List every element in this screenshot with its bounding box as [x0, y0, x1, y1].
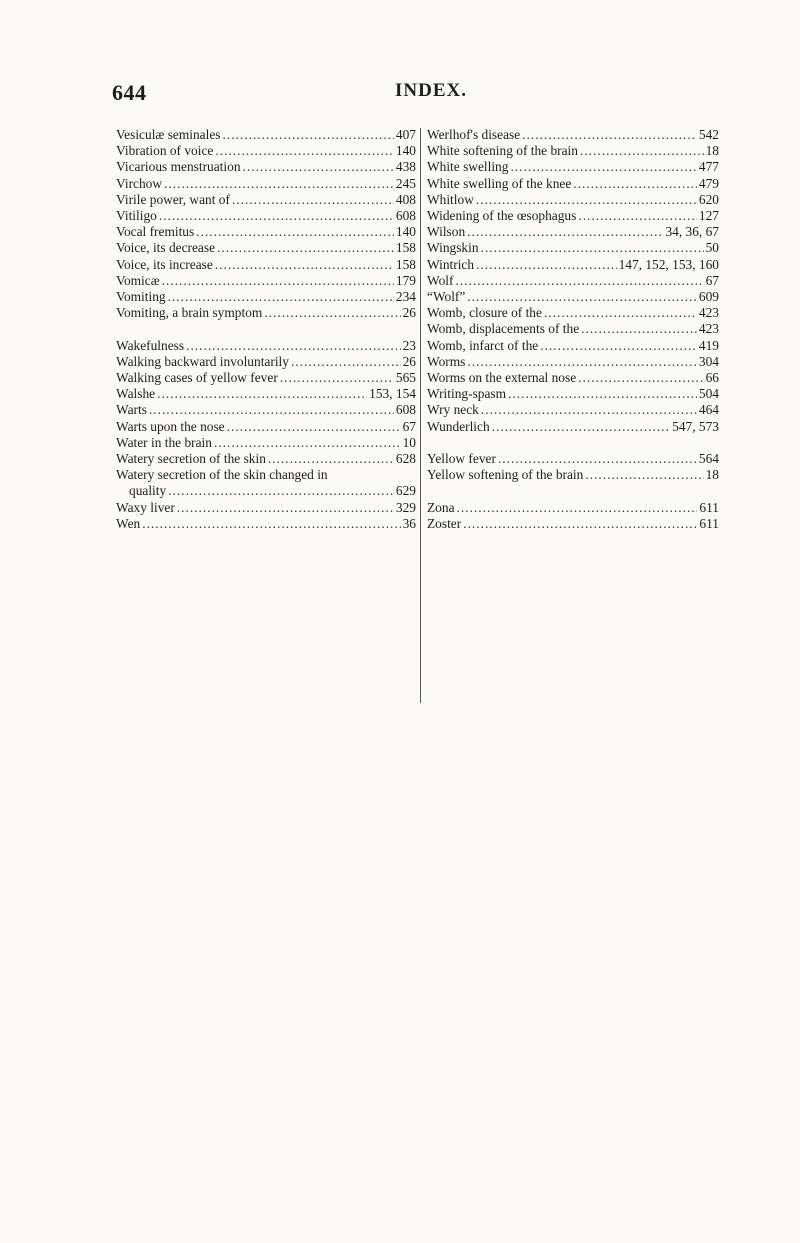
dot-leader [215, 143, 394, 159]
entry-term: Warts upon the nose [116, 418, 225, 434]
dot-leader [481, 240, 704, 256]
dot-leader [544, 305, 697, 321]
dot-leader [585, 467, 703, 483]
entry-term: White swelling [427, 159, 509, 175]
entry-term: Whitlow [427, 191, 474, 207]
entry-pages: 158 [395, 240, 416, 256]
dot-leader [232, 192, 394, 208]
index-entry [116, 370, 416, 386]
entry-pages: 36 [402, 515, 416, 531]
index-entry [116, 338, 416, 354]
entry-term: Wry neck [427, 402, 479, 418]
dot-leader [540, 338, 697, 354]
index-entry [116, 500, 416, 516]
index-entry [116, 224, 416, 240]
entry-pages: 407 [395, 127, 416, 142]
entry-term: Yellow softening of the brain [427, 467, 584, 483]
index-entry [116, 483, 416, 499]
dot-leader [227, 419, 401, 435]
index-entry [427, 370, 719, 386]
entry-pages: 620 [698, 191, 719, 207]
index-entry [116, 192, 416, 208]
entry-term: Virile power, want of [116, 191, 230, 207]
index-entry [427, 159, 719, 175]
index-entry [116, 208, 416, 224]
index-entry [116, 127, 416, 143]
index-entry [427, 127, 719, 143]
entry-pages: 504 [698, 386, 719, 402]
entry-pages: 26 [402, 305, 416, 321]
entry-term: Wunderlich [427, 418, 490, 434]
entry-term: Wintrich [427, 256, 475, 272]
entry-term: Zoster [427, 515, 462, 531]
index-entry [116, 257, 416, 273]
dot-leader [280, 370, 394, 386]
entry-term: Wen [116, 515, 141, 531]
index-entry [427, 224, 719, 240]
section-gap [427, 483, 719, 499]
entry-pages: 329 [395, 499, 416, 515]
entry-term: Walshe [116, 386, 156, 402]
dot-leader [580, 143, 704, 159]
entry-pages: 542 [698, 127, 719, 142]
entry-pages: 140 [395, 224, 416, 240]
dot-leader [481, 402, 697, 418]
dot-leader [142, 516, 400, 532]
column-divider [420, 128, 421, 703]
entry-pages: 564 [698, 451, 719, 467]
index-entry [427, 208, 719, 224]
entry-pages: 67 [402, 418, 416, 434]
index-entry [116, 354, 416, 370]
entry-term: quality [129, 483, 167, 499]
entry-pages: 140 [395, 143, 416, 159]
entry-term: Womb, infarct of the [427, 337, 539, 353]
dot-leader [177, 500, 394, 516]
dot-leader [186, 338, 401, 354]
index-entry [427, 176, 719, 192]
entry-pages: 608 [395, 402, 416, 418]
entry-pages: 179 [395, 272, 416, 288]
entry-pages: 547, 573 [672, 418, 719, 434]
index-entry [427, 143, 719, 159]
page-header [112, 80, 690, 106]
dot-leader [467, 224, 663, 240]
dot-leader [510, 159, 696, 175]
entry-pages: 629 [395, 483, 416, 499]
index-entry [116, 289, 416, 305]
entry-pages: 304 [698, 353, 719, 369]
dot-leader [168, 483, 394, 499]
dot-leader [223, 127, 394, 143]
dot-leader [214, 435, 401, 451]
dot-leader [457, 500, 698, 516]
dot-leader [463, 516, 697, 532]
entry-term: Widening of the œsophagus [427, 208, 577, 224]
entry-term: Virchow [116, 175, 163, 191]
index-entry [116, 386, 416, 402]
entry-term: Vomicæ [116, 272, 160, 288]
index-entry [427, 289, 719, 305]
entry-term: Vomiting, a brain symptom [116, 305, 263, 321]
entry-pages: 34, 36, 67 [665, 224, 719, 240]
index-entry [427, 321, 719, 337]
index-entry [427, 516, 719, 532]
index-entry [116, 305, 416, 321]
index-entry [427, 500, 719, 516]
dot-leader [476, 192, 697, 208]
dot-leader [268, 451, 394, 467]
index-entry [116, 143, 416, 159]
entry-pages: 611 [699, 515, 719, 531]
dot-leader [157, 386, 367, 402]
dot-leader [215, 257, 394, 273]
entry-term: Yellow fever [427, 451, 496, 467]
entry-pages: 245 [395, 175, 416, 191]
dot-leader [508, 386, 697, 402]
dot-leader [467, 289, 697, 305]
entry-term: Vicarious menstruation [116, 159, 241, 175]
dot-leader [492, 419, 670, 435]
entry-pages: 438 [395, 159, 416, 175]
entry-term: Waxy liver [116, 499, 175, 515]
dot-leader [264, 305, 400, 321]
entry-pages: 408 [395, 191, 416, 207]
entry-term: White swelling of the knee [427, 175, 572, 191]
entry-term: Vitiligo [116, 208, 157, 224]
entry-pages: 66 [705, 370, 719, 386]
entry-term: Wolf [427, 272, 454, 288]
index-entry [427, 354, 719, 370]
dot-leader [573, 176, 697, 192]
entry-pages: 10 [402, 434, 416, 450]
dot-leader [159, 208, 394, 224]
dot-leader [578, 208, 697, 224]
entry-term: Voice, its decrease [116, 240, 216, 256]
entry-pages: 423 [698, 321, 719, 337]
index-entry [116, 273, 416, 289]
entry-pages: 423 [698, 305, 719, 321]
dot-leader [522, 127, 697, 143]
entry-pages: 609 [698, 289, 719, 305]
entry-pages: 23 [402, 337, 416, 353]
dot-leader [196, 224, 394, 240]
dot-leader [162, 273, 394, 289]
entry-term: Worms [427, 353, 466, 369]
index-entry [427, 419, 719, 435]
entry-term: Womb, closure of the [427, 305, 542, 321]
section-gap [116, 321, 416, 337]
index-entry: Watery secretion of the skin changed in [116, 467, 328, 483]
entry-pages: 565 [395, 370, 416, 386]
entry-pages: 18 [705, 467, 719, 483]
entry-pages: 608 [395, 208, 416, 224]
entry-pages: 18 [705, 143, 719, 159]
entry-pages: 26 [402, 353, 416, 369]
entry-term: Wingskin [427, 240, 479, 256]
index-entry [116, 419, 416, 435]
dot-leader [291, 354, 401, 370]
entry-term: Vocal fremitus [116, 224, 195, 240]
entry-term: Water in the brain [116, 434, 212, 450]
entry-term: Vibration of voice [116, 143, 214, 159]
index-column-left [116, 127, 416, 532]
section-gap [427, 435, 719, 451]
entry-term: White softening of the brain [427, 143, 578, 159]
index-entry [427, 192, 719, 208]
entry-term: Zona [427, 499, 455, 515]
entry-pages: 147, 152, 153, 160 [618, 256, 719, 272]
dot-leader [467, 354, 697, 370]
entry-term: Werlhof's disease [427, 127, 521, 142]
index-entry [116, 516, 416, 532]
page-number: 644 [112, 80, 147, 105]
entry-term: Walking backward involuntarily [116, 353, 289, 369]
index-entry [427, 338, 719, 354]
entry-term: Worms on the external nose [427, 370, 577, 386]
entry-pages: 67 [705, 272, 719, 288]
entry-pages: 234 [395, 289, 416, 305]
index-entry [116, 435, 416, 451]
entry-pages: 419 [698, 337, 719, 353]
index-entry [427, 402, 719, 418]
index-entry [116, 451, 416, 467]
entry-pages: 464 [698, 402, 719, 418]
entry-term: Voice, its increase [116, 256, 213, 272]
entry-term: Vesiculæ seminales [116, 127, 221, 142]
index-entry [427, 273, 719, 289]
index-column-right [427, 127, 719, 532]
entry-term: “Wolf” [427, 289, 466, 305]
dot-leader [168, 289, 394, 305]
dot-leader [455, 273, 703, 289]
index-entry [427, 467, 719, 483]
dot-leader [243, 159, 394, 175]
entry-pages: 628 [395, 451, 416, 467]
dot-leader [217, 240, 394, 256]
dot-leader [578, 370, 703, 386]
dot-leader [476, 257, 617, 273]
entry-term: Warts [116, 402, 147, 418]
dot-leader [149, 402, 394, 418]
index-entry [116, 402, 416, 418]
entry-term: Womb, displacements of the [427, 321, 580, 337]
entry-term: Writing-spasm [427, 386, 507, 402]
entry-term: Wakefulness [116, 337, 185, 353]
index-entry [116, 240, 416, 256]
dot-leader [164, 176, 394, 192]
entry-term: Wilson [427, 224, 466, 240]
index-entry [427, 305, 719, 321]
entry-pages: 611 [699, 499, 719, 515]
index-entry [427, 386, 719, 402]
entry-pages: 153, 154 [369, 386, 416, 402]
index-entry [116, 176, 416, 192]
entry-pages: 50 [705, 240, 719, 256]
entry-term: Vomiting [116, 289, 166, 305]
dot-leader [498, 451, 697, 467]
entry-pages: 477 [698, 159, 719, 175]
index-entry [427, 451, 719, 467]
entry-pages: 479 [698, 175, 719, 191]
entry-term: Watery secretion of the skin [116, 451, 266, 467]
index-entry [427, 257, 719, 273]
entry-pages: 158 [395, 256, 416, 272]
entry-pages: 127 [698, 208, 719, 224]
index-entry [427, 240, 719, 256]
dot-leader [581, 321, 697, 337]
page-title: INDEX. [395, 80, 467, 101]
entry-term: Walking cases of yellow fever [116, 370, 278, 386]
index-entry [116, 159, 416, 175]
